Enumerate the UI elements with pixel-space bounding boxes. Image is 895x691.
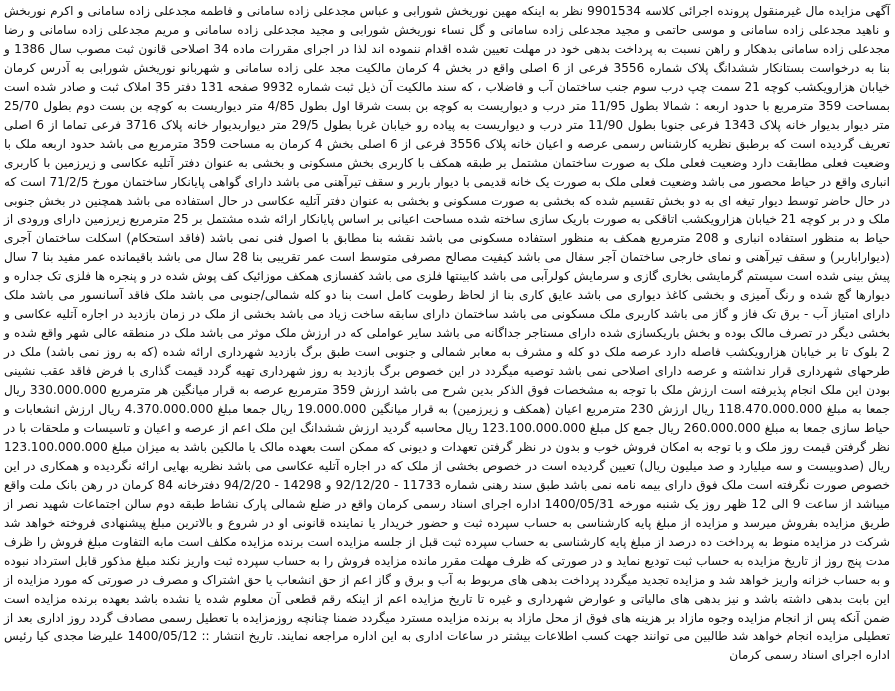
- auction-notice-text: آگهی مزایده مال غیرمنقول پرونده اجرائی کلاسه 9901534 نظر به اینکه مهین نوریخش شورابی و عباس مجدعلی زاده سامانی و فاطمه مجدعلی زاده سامانی و اکرم نوربخش و ناهید مجدعلی زاده سامانی و موسی حاتمی و مجید مجدعلی زاده سامانی و گل نساء نوریخش شورابی و مجید مجدعلی زاده سامانی و مریم مجدعلی زاده سامانی و رضا مجدعلی زاده سامانی بدهکار و راهن نسبت به پرداخت بدهی خود در مهلت تعیین شده اقدام ننموده اند لذا در اجرای مقررات ماده 34 اصلاحی قانون ثبت مصوب سال 1386 و بنا به درخواست بستانکار ششدانگ پلاک شماره 3556 فرعی از 6 اصلی واقع در بخش 4 کرمان مالکیت مجد علی زاده سامانی و شهربانو نوریخش شورابی به آدرس کرمان خیابان هزارویکشب کوچه 21 سمت چپ درب سوم جنب ساختمان آب و فاضلاب ، که سند مالکیت آن ذیل ثبت شماره 9932 صفحه 131 دفتر 35 املاک ثبت و صادر شده است بمساحت 359 مترمربع با حدود اربعه : شمالا بطول 11/95 متر درب و دیواریست به کوچه بن بست شرقا اول بطول 4/85 متر دیواریست به کوچه بن بست دوم بطول 25/70 متر دیوار بدیوار خانه پلاک 1343 فرعی جنوبا بطول 11/90 متر درب و دیواریست به پیاده رو خیابان غربا بطول 29/5 متر دیواربدیوار خانه پلاک 3716 فرعی تماما از 6 اصلی تعریف گردیده است که برطبق نظریه کارشناس رسمی عرصه و اعیان خانه پلاک 3556 فرعی از 6 اصلی بخش 4 کرمان به مساحت 359 مترمربع می باشد حدود اربعه ملک با وضعیت فعلی مطابقت دارد وضعیت فعلی ملک به صورت ساختمان مشتمل بر طبقه همکف با کاربری بخش مسکونی و بخشی به عنوان دفتر آتلیه عکاسی و زیرزمین با کاربری انباری واقع در حیاط محصور می باشد وضعیت فعلی ملک به صورت یک خانه قدیمی با دیوار باربر و سقف تیرآهنی می باشد دارای گواهی پایانکار ساختمان مورخ 71/2/5 است که در حال حاضر توسط دیوار تیغه ای به دو بخش تقسیم شده که بخشی به صورت مسکونی و بخشی به عنوان دفتر آتلیه عکاسی در حال استفاده می باشد همچنین در بخش جنوبی ملک و در بر کوچه 21 خیابان هزارویکشب اتاقکی به صورت باریک سازی ساخته شده مساحت اعیانی بر اساس پایانکار ارائه شده مشتمل بر 25 مترمربع زیرزمین دارای ورودی از حیاط به منظور استفاده انباری و 208 مترمربع همکف به منظور استفاده مسکونی می باشد نقشه بنا مطابق با اصول فنی نمی باشد (فاقد استحکام) اسکلت ساختمان آجری (دیواراباربر) و سقف تیرآهنی و نمای خارجی ساختمان آجر سفال می باشد کیفیت مصالح مصرفی متوسط است عمر تقریبی بنا 28 سال می باشد باقیمانده عمر مفید بنا 7 سال پیش بینی شده است سیستم گرمایشی بخاری گازی و سرمایش کولرآبی می باشد کابینتها فلزی می باشد کفسازی همکف موزائیک کف پوش شده در و پنجره ها فلزی تک جداره و دیوارها گچ شده و رنگ آمیزی و بخشی کاغذ دیواری می باشد عایق کاری بنا از لحاظ رطوبت کامل است بنا دو کله شمالی/جنوبی می باشد ملک فاقد آسانسور می باشد ملک دارای امتیاز آب - برق تک فاز و گاز می باشد کاربری ملک مسکونی می باشد ساختمان دارای سابقه ساخت زیاد می باشد بخشی از ملک در زمان بازدید در اجاره آتلیه عکاسی و بخشی دیگر در تصرف مالک بوده و بخش باریکسازی شده دارای مستاجر جداگانه می باشد سایر عواملی که در ارزش ملک موثر می باشد ملک در منطقه عالی شهر واقع شده و 2 بلوک تا بر خیابان هزارویکشب فاصله دارد عرصه ملک دو کله و مشرف به معابر شمالی و جنوبی است طبق برگ بازدید شهرداری ارائه شده (که به روز نمی باشد) ملک در طرحهای شهرداری قرار نداشته و عرصه دارای اصلاحی نمی باشد توصیه میگردد در این خصوص برگ بازدید به روز شهرداری تهیه گردد قیمت گذاری با فرض فاقد عقب نشینی بودن این ملک انجام پذیرفته است ارزش ملک با توجه به مشخصات فوق الذکر بدین شرح می باشد ارزش 359 مترمربع عرصه به قرار میانگین هر مترمربع 330.000.000 ریال جمعا به مبلغ 118.470.000.000 ریال ارزش 230 مترمربع اعیان (همکف و زیرزمین) به قرار میانگین 19.000.000 ریال جمعا مبلغ 4.370.000.000 ریال ارزش انشعابات و حیاط سازی جمعا به مبلغ 260.000.000 ریال جمع کل مبلغ 123.100.000.000 ریال محاسبه گردید ارزش ششدانگ این ملک اعم از عرصه و اعیان و تاسیسات و ملحقات با در نظر گرفتن قیمت روز ملک و با توجه به امکان فروش خوب و بدون در نظر گرفتن تعهدات و دیونی که ممکن است بعهده مالک یا مالکین باشد به میزان مبلغ 123.100.000.000 ریال (صدوبیست و سه میلیارد و صد میلیون ریال) تعیین گردیده است در خصوص بخشی از ملک که در اجاره آتلیه عکاسی می باشد نظریه بهایی ارائه نگردیده و همکاری در این خصوص صورت نگرفته است ملک فوق دارای بیمه نامه نمی باشد طبق سند رهنی شماره 11733 - 92/12/20 و 14298 - 94/2/20 دفترخانه 84 کرمان در رهن بانک ملت واقع میباشد از ساعت 9 الی 12 ظهر روز یک شنبه مورخه 1400/05/31 اداره اجرای اسناد رسمی کرمان واقع در ضلع شمالی پارک نشاط طبقه دوم سالن اجتماعات شهید نصر از طریق مزایده بفروش میرسد و مزایده از مبلغ پایه کارشناسی به حساب سپرده ثبت و حضور خریدار یا نماینده قانونی او در شروع و بالاترین مبلغ پیشنهادی فروخته خواهد شد شرکت در مزایده منوط به پرداخت ده درصد از مبلغ پایه کارشناسی به حساب سپرده ثبت قبل از جلسه مزایده است برنده مزایده مکلف است مابه التفاوت مبلغ فروش را ظرف مدت پنج روز از تاریخ مزایده به حساب ثبت تودیع نماید و در صورتی که ظرف مهلت مقرر مانده مزایده فروش را به حساب سپرده ثبت واریز نکند مبلغ مذکور قابل استرداد نبوده و به حساب خزانه واریز خواهد شد و مزایده تجدید میگردد پرداخت بدهی های مربوط به آب و برق و گاز اعم از حق انشعاب یا حق اشتراک و مصرف در صورتی که مورد مزایده از این بابت بدهی داشته باشد و نیز بدهی های مالیاتی و عوارض شهرداری و غیره تا تاریخ مزایده اعم از اینکه رقم قطعی آن معلوم شده یا نشده باشد بعهده برنده مزایده است ضمن آنکه پس از انجام مزایده وجوه مازاد بر هزینه های فوق از محل مازاد به برنده مزایده مسترد میگردد ضمنا چنانچه روزمزایده با تعطیل رسمی مصادف گردد روز اداری بعد از تعطیلی مزایده انجام خواهد شد طالبین می توانند جهت کسب اطلاعات بیشتر در ساعات اداری به این اداره مراجعه نمایند. تاریخ انتشار :: 1400/05/12 علیرضا مجدی کیا رئیس اداره اجرای اسناد رسمی کرمان: [4, 4, 891, 663]
